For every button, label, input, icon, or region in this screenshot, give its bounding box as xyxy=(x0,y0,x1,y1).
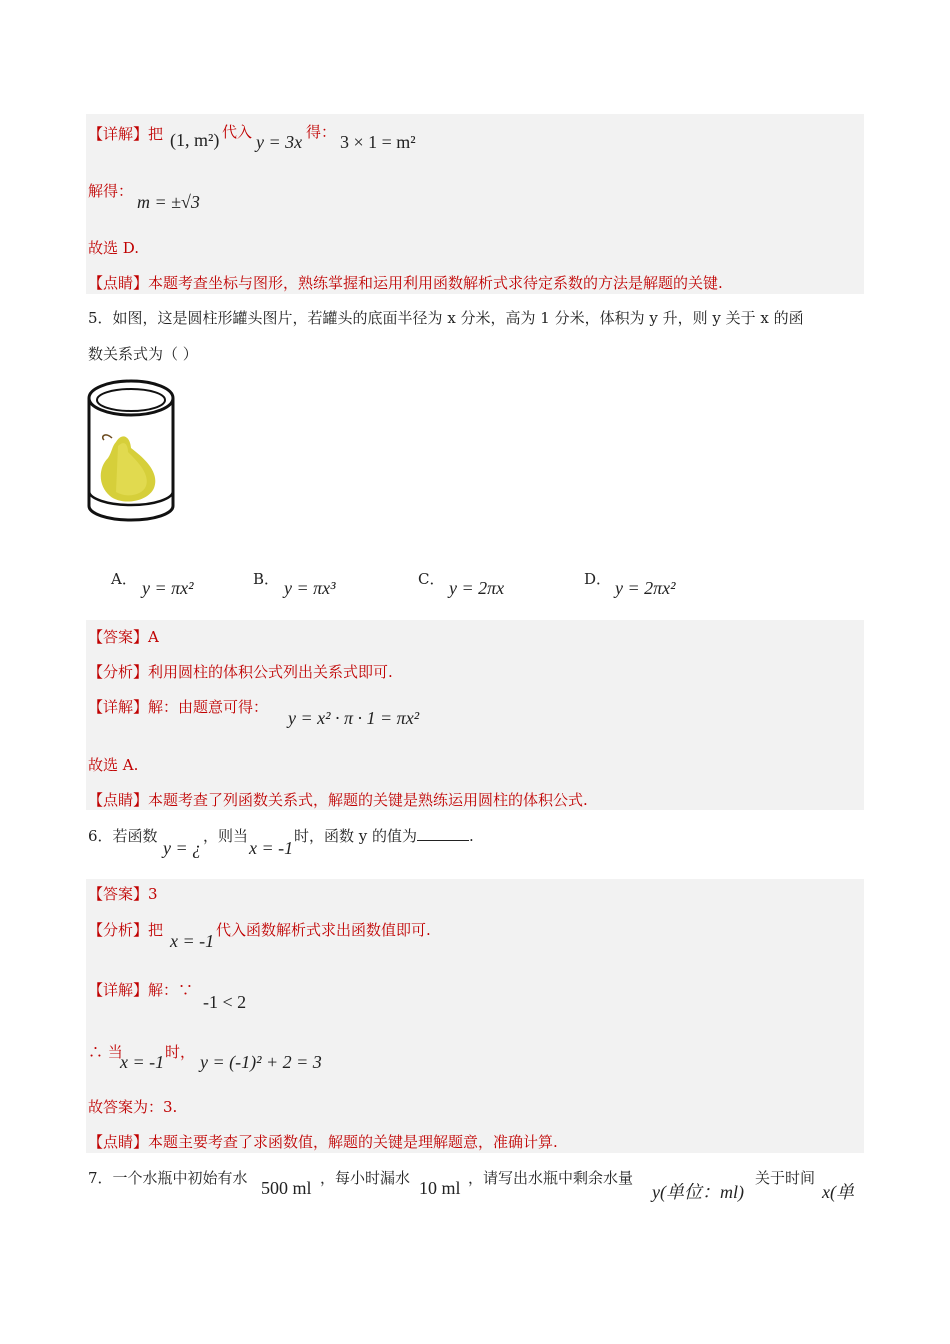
q4-get: 得： xyxy=(306,123,337,141)
q7-stem-d: 关于时间 xyxy=(755,1169,816,1187)
q6-therefore-x: x = -1 xyxy=(120,1052,165,1072)
q4-func: y = 3x xyxy=(256,132,303,152)
q6-therefore: ∴ 当 xyxy=(88,1043,123,1061)
q4-detail-line: 【详解】把 xyxy=(88,125,164,143)
q4-eq2: m = ±√3 xyxy=(137,192,200,212)
q5-stem-line2: 数关系式为（ ） xyxy=(88,345,198,363)
q7-v1: 500 ml xyxy=(261,1178,312,1198)
option-d-expr: y = 2πx² xyxy=(615,578,676,598)
q6-final: 故答案为：3. xyxy=(88,1098,178,1116)
option-d-letter: D． xyxy=(584,570,612,588)
q6-therefore-b: 时， xyxy=(165,1043,196,1061)
q6-stem-func: y = ¿ xyxy=(163,838,202,858)
q7-stem-b: ，每小时漏水 xyxy=(320,1169,411,1187)
q6-analysis-b: 代入函数解析式求出函数值即可. xyxy=(216,921,431,939)
q7-y-unit: y(单位：ml) xyxy=(652,1182,744,1202)
q6-therefore-eq: y = (-1)² + 2 = 3 xyxy=(200,1052,322,1072)
q4-subst: 代入 xyxy=(222,123,253,141)
q7-v2: 10 ml xyxy=(419,1178,461,1198)
q4-comment: 【点睛】本题考查坐标与图形，熟练掌握和运用利用函数解析式求待定系数的方法是解题的关键. xyxy=(88,274,723,292)
option-a-letter: A． xyxy=(111,570,137,588)
option-c-expr: y = 2πx xyxy=(449,578,505,598)
q4-eq1: 3 × 1 = m² xyxy=(340,132,416,152)
q5-stem-line1: 5．如图，这是圆柱形罐头图片，若罐头的底面半径为 x 分米，高为 1 分米，体积为 y 升，则 y 关于 x 的函 xyxy=(88,309,804,327)
q6-stem-x: x = -1 xyxy=(249,838,294,858)
q5-detail-eq: y = x² · π · 1 = πx² xyxy=(288,708,420,728)
q7-stem-a: 7．一个水瓶中初始有水 xyxy=(88,1169,248,1187)
q6-answer: 【答案】3 xyxy=(88,885,158,903)
q5-analysis: 【分析】利用圆柱的体积公式列出关系式即可. xyxy=(88,663,393,681)
q6-detail: 【详解】解：∵ xyxy=(88,981,194,999)
option-c-letter: C． xyxy=(418,570,445,588)
answer-blank[interactable] xyxy=(417,826,469,841)
q6-analysis: 【分析】把 xyxy=(88,921,164,939)
q6-stem-b: ，则当 xyxy=(203,827,249,845)
q6-analysis-x: x = -1 xyxy=(170,931,215,951)
detail-tag: 【详解】 xyxy=(88,125,149,143)
q4-solve-label: 解得： xyxy=(88,182,134,200)
can-with-pear-image xyxy=(86,376,176,526)
q5-choice: 故选 A. xyxy=(88,756,139,774)
q4-point: (1, m²) xyxy=(170,130,220,150)
q7-stem-c: ，请写出水瓶中剩余水量 xyxy=(468,1169,634,1187)
q6-stem-a: 6．若函数 xyxy=(88,827,158,845)
q6-detail-ineq: -1 < 2 xyxy=(203,992,247,1012)
option-b-expr: y = πx³ xyxy=(284,578,336,598)
q5-detail: 【详解】解：由题意可得： xyxy=(88,698,269,716)
q6-solution-panel xyxy=(86,879,864,1153)
option-b-letter: B． xyxy=(253,570,280,588)
q6-comment: 【点睛】本题主要考查了求函数值，解题的关键是理解题意，准确计算. xyxy=(88,1133,558,1151)
q4-choice: 故选 D. xyxy=(88,239,140,257)
q7-x-unit: x(单 xyxy=(822,1182,854,1202)
option-a-expr: y = πx² xyxy=(142,578,194,598)
q6-stem-c: 时，函数 y 的值为 . xyxy=(294,827,474,845)
q5-comment: 【点睛】本题考查了列函数关系式，解题的关键是熟练运用圆柱的体积公式. xyxy=(88,791,588,809)
q5-answer: 【答案】A xyxy=(88,628,159,646)
